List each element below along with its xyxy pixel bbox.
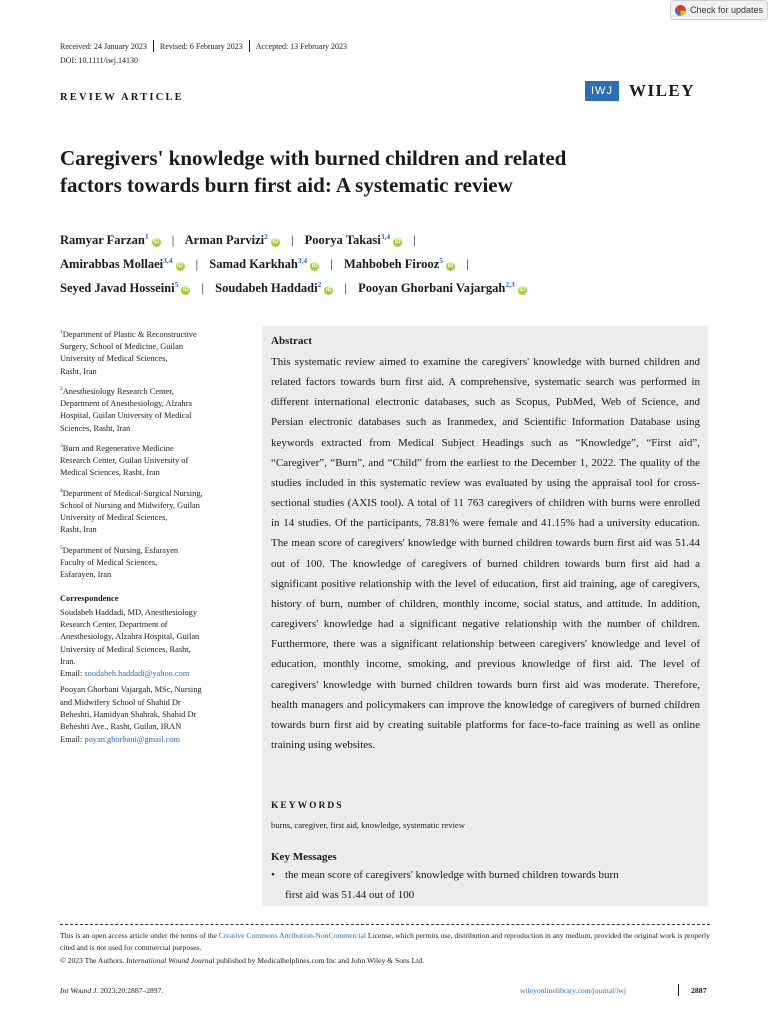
license-text: This is an open access article under the terms of the [60, 931, 219, 940]
affiliation-number: 3 [60, 442, 63, 449]
affiliation [60, 326, 245, 378]
check-for-updates-label: Check for updates [690, 5, 764, 15]
key-message-item [271, 866, 703, 905]
keywords-heading: KEYWORDS [271, 801, 344, 811]
affiliation-line: Anesthesiology Research Center, [62, 386, 174, 396]
orcid-icon[interactable]: iD [325, 287, 332, 293]
author-name[interactable]: Mahbobeh Firooz [343, 257, 440, 271]
author-separator: | [171, 233, 175, 247]
affiliation [60, 542, 245, 582]
orcid-icon[interactable]: iD [394, 239, 401, 245]
page-number: 2887 [691, 986, 707, 995]
copyright-text: © 2023 The Authors. [60, 955, 127, 965]
affiliation-line: Hospital, Guilan University of Medical [60, 411, 192, 421]
author-list [60, 228, 740, 300]
correspondence-line: Beheshti Ave., Rasht, Guilan, IRAN [60, 722, 182, 732]
key-message-line: the mean score of caregivers' knowledge with burned children towards burn [285, 869, 619, 881]
license-text: License, which permits use, distribution and reproduction in any medium, provided the original work is properly cited and is not used for commercial purposes. [60, 931, 710, 953]
orcid-icon[interactable]: iD [311, 263, 318, 269]
affiliation-line: Rasht, Iran [60, 525, 97, 535]
crossmark-icon [675, 5, 686, 16]
correspondence-line: Iran. [60, 656, 76, 666]
affiliation [60, 485, 245, 537]
author-name[interactable]: Pooyan Ghorbani Vajargah [358, 281, 506, 295]
affiliation-number: 1 [60, 329, 63, 335]
author-affiliation[interactable]: 3,4 [163, 255, 173, 265]
author-affiliation[interactable]: 2 [317, 279, 322, 289]
publisher-logo [585, 81, 695, 101]
journal-url-link[interactable]: wileyonlinelibrary.com/journal/iwj [520, 986, 627, 995]
author-name[interactable]: Seyed Javad Hosseini [60, 281, 175, 295]
license-link[interactable]: Creative Commons Attribution-NonCommercial [218, 931, 366, 940]
author-affiliation[interactable]: 2 [264, 231, 268, 241]
affiliation [60, 383, 245, 435]
date-divider [249, 40, 250, 52]
orcid-icon[interactable]: iD [153, 239, 160, 245]
copyright-text: published by Medicalhelplines.com Inc and John Wiley & Sons Ltd. [214, 955, 425, 965]
affiliation-line: Burn and Regenerative Medicine [62, 443, 174, 453]
wiley-logo: WILEY [628, 81, 696, 100]
article-title [60, 145, 720, 199]
abstract-text: This systematic review aimed to examine the caregivers' knowledge with burned children and related factors towards burn first aid. A comprehensive, systematic search was performed in different international electronic databases, such as Scopus, PubMed, Web of Science, and Persian electronic databases such as Iranmedex, and Scientific Information Database using keywords extracted from Medical Subject Headings such as “Knowledge”, “First aid”, “Caregiver”, “Burn”, and “Child” from the earliest to the December 1, 2022. The quality of the studies included in this systematic review was evaluated by using the appraisal tool for cross-sectional studies (AXIS tool). A total of 11 763 caregivers of children with burns were enrolled in 14 studies. Of the participants, 78.81% were female and 41.15% had a university education. The mean score of caregivers' knowledge with burned children towards burn first aid was 51.44 out of 100. The knowledge of caregivers of burned children towards burn first aid had a significant positive relationship with the level of education, first aid training, age of caregivers, history of burn, number of children, monthly income, social status, and attitude. In addition, caregivers' knowledge had a significant negative relationship with the number of children. Furthermore, there was a significant relationship between caregivers' knowledge and level of education, monthly income, smoking, and previous knowledge of first aid. The level of caregivers' knowledge with burned children towards burn first aid was moderate. Therefore, health managers and policymakers can improve the knowledge of caregivers of burned children towards burn first aid by creating suitable platforms for face-to-face training as well as online training using websites. [271, 356, 700, 751]
copyright-journal: International Wound Journal [126, 955, 215, 965]
journal-logo: IWJ [585, 81, 619, 101]
license-notice [60, 930, 710, 967]
affiliation-line: Rasht, Iran [60, 366, 97, 376]
affiliation-number: 4 [60, 487, 63, 494]
affiliation-line: University of Medical Sciences, [60, 513, 168, 523]
publication-dates [60, 40, 347, 52]
author-name[interactable]: Samad Karkhah [209, 257, 298, 271]
affiliation-line: Research Center, Guilan University of [60, 456, 189, 466]
affiliation-line: Esfarayen, Iran [60, 570, 112, 580]
date-divider [153, 40, 154, 52]
key-messages-list [271, 866, 703, 905]
footer-divider [60, 924, 710, 925]
affiliation-line: Surgery, School of Medicine, Guilan [60, 342, 184, 352]
correspondence-line: Anesthesiology, Alzahra Hospital, Guilan [60, 632, 200, 642]
correspondence-block [60, 607, 245, 681]
correspondence-line: Beheshti, Hamidyan Shahrak, Shahid Dr [60, 710, 197, 719]
affiliation-line: Department of Plastic & Reconstructive [62, 329, 197, 339]
correspondence-line: Soudabeh Haddadi, MD, Anesthesiology [60, 607, 198, 617]
affiliation-line: University of Medical Sciences, [60, 354, 168, 364]
correspondence-line: University of Medical Sciences, Rasht, [60, 644, 191, 654]
author-affiliation[interactable]: 1 [144, 231, 149, 241]
doi: DOI: 10.1111/iwj.14130 [60, 56, 138, 65]
journal-abbrev: Int Wound J. [60, 986, 99, 995]
affiliation [60, 440, 245, 480]
author-row [60, 252, 740, 276]
author-separator: | [201, 281, 204, 295]
key-message-line: first aid was 51.44 out of 100 [285, 888, 415, 901]
author-row [60, 276, 740, 300]
affiliation-line: Department of Anesthesiology, Alzahra [60, 399, 193, 409]
article-type: REVIEW ARTICLE [60, 92, 184, 103]
affiliation-line: Sciences, Rasht, Iran [60, 423, 131, 433]
revised-date: Revised: 6 February 2023 [159, 41, 243, 51]
author-row [60, 228, 740, 252]
citation-details: 2023;20:2887–2897. [98, 986, 164, 995]
author-name[interactable]: Poorya Takasi [304, 233, 381, 247]
author-separator: | [330, 257, 333, 271]
affiliation-line: Faculty of Medical Sciences, [60, 557, 158, 567]
bullet-icon: • [271, 869, 275, 881]
author-separator: | [291, 233, 294, 247]
orcid-icon[interactable]: iD [182, 287, 189, 293]
key-messages-heading: Key Messages [271, 851, 337, 863]
affiliation-number: 5 [60, 544, 63, 551]
affiliation-line: Medical Sciences, Rasht, Iran [60, 468, 160, 478]
author-separator: | [195, 257, 199, 271]
author-name[interactable]: Arman Parvizi [184, 233, 265, 247]
orcid-icon[interactable]: iD [519, 287, 526, 293]
author-affiliation[interactable]: 3,4 [380, 231, 391, 241]
title-line-1: Caregivers' knowledge with burned children and related [60, 146, 567, 170]
check-for-updates-button[interactable] [670, 0, 768, 20]
correspondence-line: and Midwifery School of Shahid Dr [60, 697, 181, 707]
correspondence-line: Pooyan Ghorbani Vajargah, MSc, Nursing [60, 685, 202, 695]
email-link[interactable]: poyan.ghorbani@gmail.com [84, 734, 181, 744]
correspondence-block [60, 684, 245, 745]
accepted-date: Accepted: 13 February 2023 [255, 41, 348, 51]
keywords-text: burns, caregiver, first aid, knowledge, systematic review [271, 820, 465, 830]
email-link[interactable]: soudabeh.haddadi@yahoo.com [84, 669, 190, 679]
author-affiliation[interactable]: 5 [439, 255, 443, 265]
author-affiliation[interactable]: 2,3 [505, 279, 515, 289]
author-affiliation[interactable]: 5 [174, 279, 179, 289]
author-affiliation[interactable]: 3,4 [297, 255, 308, 265]
orcid-icon[interactable]: iD [272, 239, 279, 245]
correspondence-line: Research Center, Department of [60, 619, 168, 629]
affiliations-column [60, 326, 245, 750]
received-date: Received: 24 January 2023 [60, 41, 147, 51]
author-name[interactable]: Amirabbas Mollaei [60, 257, 164, 271]
author-name[interactable]: Soudabeh Haddadi [215, 281, 318, 295]
journal-citation [60, 986, 163, 995]
author-separator: | [413, 233, 416, 247]
author-name[interactable]: Ramyar Farzan [60, 233, 145, 247]
abstract-heading: Abstract [271, 335, 312, 347]
affiliation-line: Department of Medical-Surgical Nursing, [62, 488, 203, 498]
email-label: Email: [60, 734, 85, 744]
page-number-divider [678, 984, 679, 996]
affiliation-number: 2 [60, 385, 63, 392]
affiliation-line: Department of Nursing, Esfarayen [62, 545, 179, 555]
orcid-icon[interactable]: iD [447, 263, 454, 269]
affiliation-line: School of Nursing and Midwifery, Guilan [60, 500, 200, 510]
author-separator: | [344, 281, 347, 295]
title-line-2: factors towards burn first aid: A systematic review [60, 173, 513, 197]
orcid-icon[interactable]: iD [177, 263, 183, 269]
email-label: Email: [60, 669, 85, 679]
author-separator: | [466, 257, 469, 271]
correspondence-heading: Correspondence [60, 594, 119, 604]
